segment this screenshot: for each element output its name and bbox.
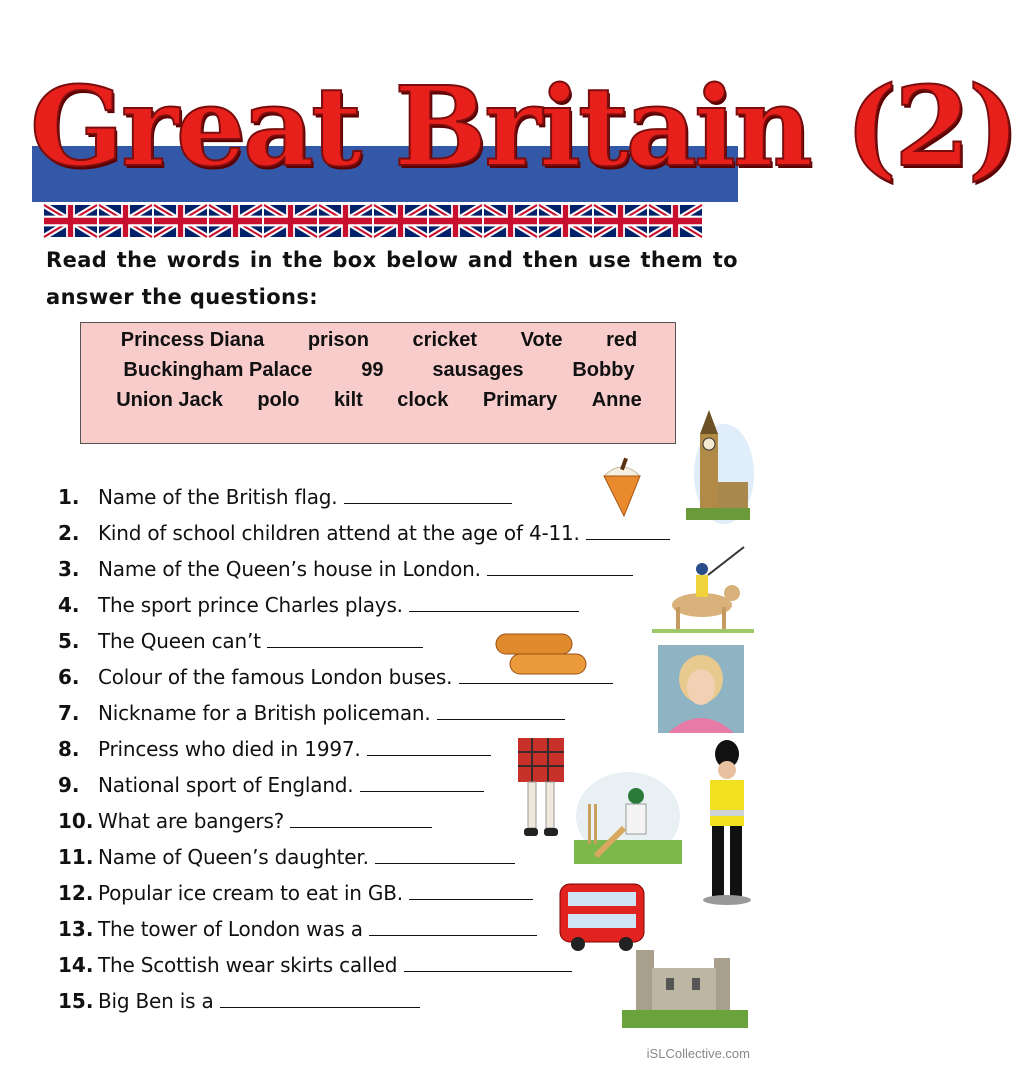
question-text: The tower of London was a xyxy=(98,917,363,941)
question-4 xyxy=(58,590,579,620)
question-number: 9. xyxy=(58,773,80,797)
question-number: 10. xyxy=(58,809,94,833)
answer-blank[interactable] xyxy=(367,737,491,756)
question-text: Name of the Queen’s house in London. xyxy=(98,557,481,581)
question-text: Colour of the famous London buses. xyxy=(98,665,453,689)
word: Anne xyxy=(591,388,642,411)
question-number: 13. xyxy=(58,917,94,941)
word-box-row-1 xyxy=(81,325,677,355)
question-text: Popular ice cream to eat in GB. xyxy=(98,881,403,905)
union-jack-flag-icon xyxy=(154,205,207,237)
word-box-row-2 xyxy=(81,355,677,385)
answer-blank[interactable] xyxy=(409,881,533,900)
word: prison xyxy=(307,328,369,351)
union-jack-flag-row xyxy=(44,205,702,237)
answer-blank[interactable] xyxy=(375,845,515,864)
question-1 xyxy=(58,482,512,512)
question-text: Big Ben is a xyxy=(98,989,214,1013)
question-11 xyxy=(58,842,515,872)
footer-watermark: iSLCollective.com xyxy=(646,1046,750,1061)
cricket-player-icon xyxy=(574,770,682,864)
answer-blank[interactable] xyxy=(586,521,670,540)
union-jack-flag-icon xyxy=(264,205,317,237)
question-7 xyxy=(58,698,565,728)
question-text: Name of the British flag. xyxy=(98,485,338,509)
answer-blank[interactable] xyxy=(360,773,484,792)
question-text: Princess who died in 1997. xyxy=(98,737,361,761)
answer-blank[interactable] xyxy=(437,701,565,720)
union-jack-flag-icon xyxy=(594,205,647,237)
question-number: 14. xyxy=(58,953,94,977)
polo-player-icon xyxy=(652,545,754,635)
question-number: 4. xyxy=(58,593,80,617)
kilt-icon xyxy=(514,738,568,838)
answer-blank[interactable] xyxy=(487,557,633,576)
word-box-row-3 xyxy=(81,385,677,415)
word: Princess Diana xyxy=(120,328,265,351)
union-jack-flag-icon xyxy=(374,205,427,237)
question-number: 12. xyxy=(58,881,94,905)
union-jack-flag-icon xyxy=(99,205,152,237)
sausages-icon xyxy=(494,626,590,680)
answer-blank[interactable] xyxy=(404,953,572,972)
answer-blank[interactable] xyxy=(220,989,420,1008)
question-number: 5. xyxy=(58,629,80,653)
question-12 xyxy=(58,878,533,908)
question-2 xyxy=(58,518,670,548)
worksheet-title: Great Britain (2) xyxy=(30,62,1017,191)
word: kilt xyxy=(333,388,363,411)
word: Primary xyxy=(482,388,558,411)
question-number: 8. xyxy=(58,737,80,761)
policeman-icon xyxy=(700,740,754,906)
question-13 xyxy=(58,914,537,944)
word: sausages xyxy=(432,358,524,381)
question-8 xyxy=(58,734,491,764)
question-15 xyxy=(58,986,420,1016)
union-jack-flag-icon xyxy=(44,205,97,237)
princess-portrait-icon xyxy=(658,645,744,733)
question-text: What are bangers? xyxy=(98,809,285,833)
word: clock xyxy=(397,388,449,411)
answer-blank[interactable] xyxy=(344,485,512,504)
union-jack-flag-icon xyxy=(319,205,372,237)
question-text: National sport of England. xyxy=(98,773,354,797)
union-jack-flag-icon xyxy=(484,205,537,237)
answer-blank[interactable] xyxy=(290,809,432,828)
question-text: The sport prince Charles plays. xyxy=(98,593,403,617)
instructions-text: Read the words in the box below and then use them to answer the questions: xyxy=(46,248,738,309)
question-3 xyxy=(58,554,633,584)
union-jack-flag-icon xyxy=(209,205,262,237)
question-9 xyxy=(58,770,484,800)
question-number: 15. xyxy=(58,989,94,1013)
question-14 xyxy=(58,950,572,980)
word: cricket xyxy=(412,328,478,351)
question-number: 7. xyxy=(58,701,80,725)
question-text: The Scottish wear skirts called xyxy=(98,953,398,977)
answer-blank[interactable] xyxy=(267,629,423,648)
ice-cream-cone-icon xyxy=(598,456,646,518)
question-number: 2. xyxy=(58,521,80,545)
question-text: The Queen can’t xyxy=(98,629,261,653)
question-text: Nickname for a British policeman. xyxy=(98,701,431,725)
big-ben-icon xyxy=(684,404,752,522)
answer-blank[interactable] xyxy=(409,593,579,612)
question-text: Name of Queen’s daughter. xyxy=(98,845,369,869)
word: Union Jack xyxy=(116,388,223,411)
union-jack-flag-icon xyxy=(539,205,592,237)
word: 99 xyxy=(361,358,384,381)
word: red xyxy=(606,328,638,351)
word: Vote xyxy=(520,328,563,351)
question-10 xyxy=(58,806,432,836)
question-number: 3. xyxy=(58,557,80,581)
question-number: 11. xyxy=(58,845,94,869)
word: polo xyxy=(257,388,300,411)
word-box xyxy=(80,322,676,444)
word: Buckingham Palace xyxy=(123,358,313,381)
question-text: Kind of school children attend at the age of 4-11. xyxy=(98,521,580,545)
tower-of-london-icon xyxy=(622,938,748,1030)
answer-blank[interactable] xyxy=(369,917,537,936)
union-jack-flag-icon xyxy=(649,205,702,237)
question-5 xyxy=(58,626,423,656)
question-number: 1. xyxy=(58,485,80,509)
union-jack-flag-icon xyxy=(429,205,482,237)
question-number: 6. xyxy=(58,665,80,689)
word: Bobby xyxy=(572,358,635,381)
